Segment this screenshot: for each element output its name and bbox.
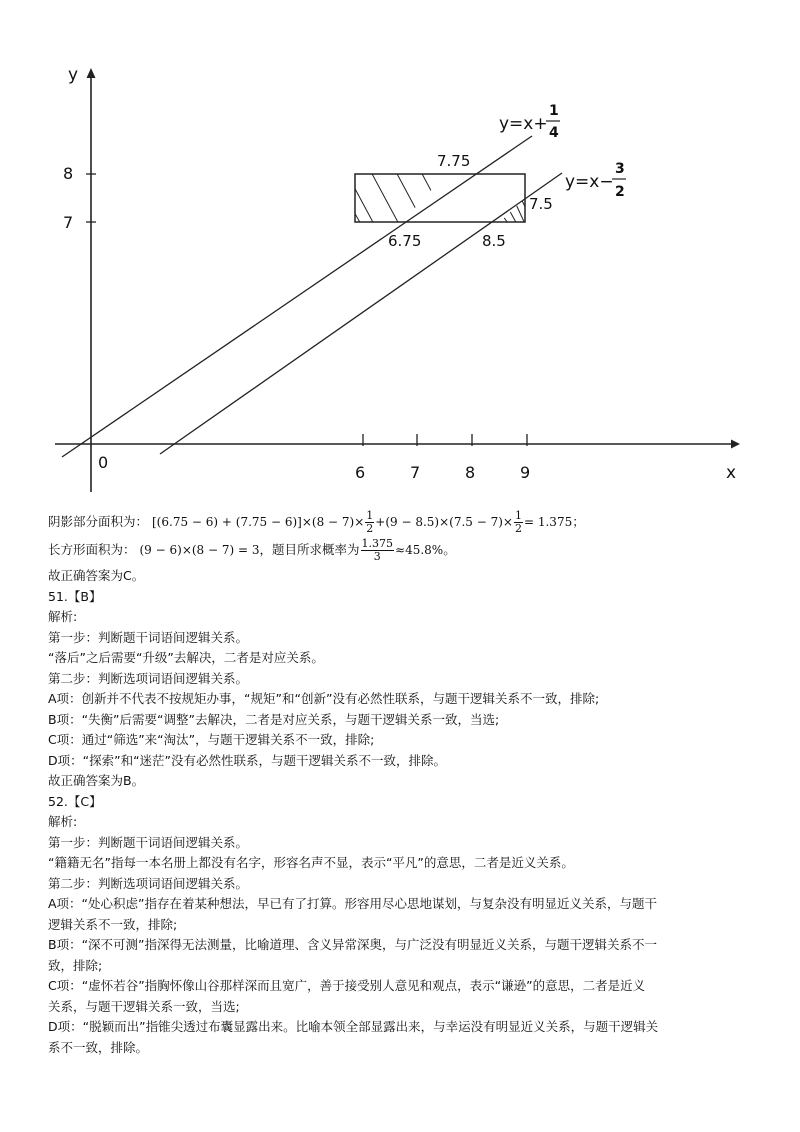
text-line: 致，排除; (48, 957, 103, 973)
text-line: 第二步：判断选项词语间逻辑关系。 (48, 670, 249, 686)
text-line: B项：“深不可测”指深得无法测量，比喻道理、含义异常深奥，与广泛没有明显近义关系，与题干逻辑关系不一 (48, 937, 658, 952)
text-line: “落后”之后需要“升级”去解决，二者是对应关系。 (48, 650, 324, 665)
rect-mid: ，题目所求概率为 (259, 542, 360, 557)
origin-label: 0 (98, 453, 109, 472)
line-lower-label-text: y=x− (565, 172, 614, 192)
y-axis-label: y (68, 65, 79, 85)
text-line: 故正确答案为B。 (48, 773, 145, 788)
line-upper-frac-den: 4 (549, 125, 559, 141)
sample-rectangle (355, 174, 525, 222)
text-line: C项：“虚怀若谷”指胸怀像山谷那样深而且宽广，善于接受别人意见和观点，表示“谦逊”的意思，二者是近义 (48, 978, 646, 993)
line-upper (62, 136, 532, 457)
shaded-expr-part2: +(9 − 8.5)×(7.5 − 7)× (375, 515, 513, 529)
text-line: 第一步：判断题干词语间逻辑关系。 (48, 834, 249, 850)
x-tick-label: 8 (465, 463, 476, 482)
text-line: B项：“失衡”后需要“调整”去解决，二者是对应关系，与题干逻辑关系一致，当选; (48, 711, 500, 727)
line-upper-label (499, 103, 560, 141)
text-line: 第二步：判断选项词语间逻辑关系。 (48, 875, 249, 891)
rect-area-calc (48, 538, 456, 563)
line-lower (160, 173, 562, 454)
point-label: 7.5 (529, 195, 553, 213)
shaded-region-upper (345, 170, 450, 226)
shaded-suffix: ； (572, 514, 585, 529)
text-line: 52.【C】 (48, 793, 102, 809)
text-line: D项：“探索”和“迷茫”没有必然性联系，与题干逻辑关系不一致，排除。 (48, 752, 447, 768)
rect-suffix: 。 (443, 542, 456, 557)
text-line: 关系，与题干逻辑关系一致，当选; (48, 998, 240, 1014)
shaded-area-calc (48, 510, 585, 535)
text-line: C项：通过“筛选”来“淘汰”，与题干逻辑关系不一致，排除; (48, 732, 375, 747)
text-line: 故正确答案为C。 (48, 568, 145, 583)
line-lower-frac-num: 3 (615, 161, 625, 177)
rect-expr: (9 − 6)×(8 − 7) = 3 (139, 543, 260, 557)
explanation-body (48, 566, 760, 1058)
prob-result: ≈45.8% (395, 543, 444, 557)
prob-fraction: $\frac{1.375}{3}$ (361, 537, 394, 563)
text-line: D项：“脱颖而出”指锥尖透过布囊显露出来。比喻本领全部显露出来，与幸运没有明显近义关系，与题干逻辑关 (48, 1019, 659, 1034)
text-line: A项：“处心积虑”指存在着某种想法，早已有了打算。形容用尽心思地谋划，与复杂没有明显近义关系，与题干 (48, 896, 658, 911)
point-label: 6.75 (388, 232, 422, 250)
shaded-expr-part3: = 1.375 (523, 515, 573, 529)
x-tick-label: 6 (355, 463, 366, 482)
x-axis-label: x (726, 463, 737, 483)
rect-area-prefix: 长方形面积为： (48, 542, 136, 557)
shaded-area-prefix: 阴影部分面积为： (48, 514, 149, 529)
text-line: 解析: (48, 814, 78, 829)
y-tick-label: 8 (63, 164, 74, 183)
y-axis-arrow-icon (87, 68, 96, 78)
text-line: “籍籍无名”指每一本名册上都没有名字，形容名声不显，表示“平凡”的意思，二者是近义关系。 (48, 855, 574, 870)
x-axis-arrow-icon (731, 440, 740, 449)
text-line: A项：创新并不代表不按规矩办事，“规矩”和“创新”没有必然性联系，与题干逻辑关系不一致，排除; (48, 691, 600, 706)
text-line: 解析: (48, 609, 78, 624)
half-fraction: $\frac{1}{2}$ (366, 509, 374, 535)
probability-figure (0, 0, 800, 500)
line-lower-label (565, 161, 626, 200)
text-line: 第一步：判断题干词语间逻辑关系。 (48, 629, 249, 645)
shaded-expr-part1: [(6.75 − 6) + (7.75 − 6)]×(8 − 7)× (152, 515, 365, 529)
text-line: 51.【B】 (48, 588, 102, 604)
text-line: 逻辑关系不一致，排除; (48, 916, 178, 932)
line-upper-frac-num: 1 (549, 103, 559, 119)
line-upper-label-text: y=x+ (499, 114, 548, 134)
point-label: 8.5 (482, 232, 506, 250)
text-line: 系不一致，排除。 (48, 1039, 149, 1055)
x-tick-label: 7 (410, 463, 421, 482)
line-lower-frac-den: 2 (615, 184, 625, 200)
x-tick-label: 9 (520, 463, 531, 482)
point-label: 7.75 (437, 152, 471, 170)
y-tick-label: 7 (63, 213, 74, 232)
half-fraction: $\frac{1}{2}$ (514, 509, 522, 535)
